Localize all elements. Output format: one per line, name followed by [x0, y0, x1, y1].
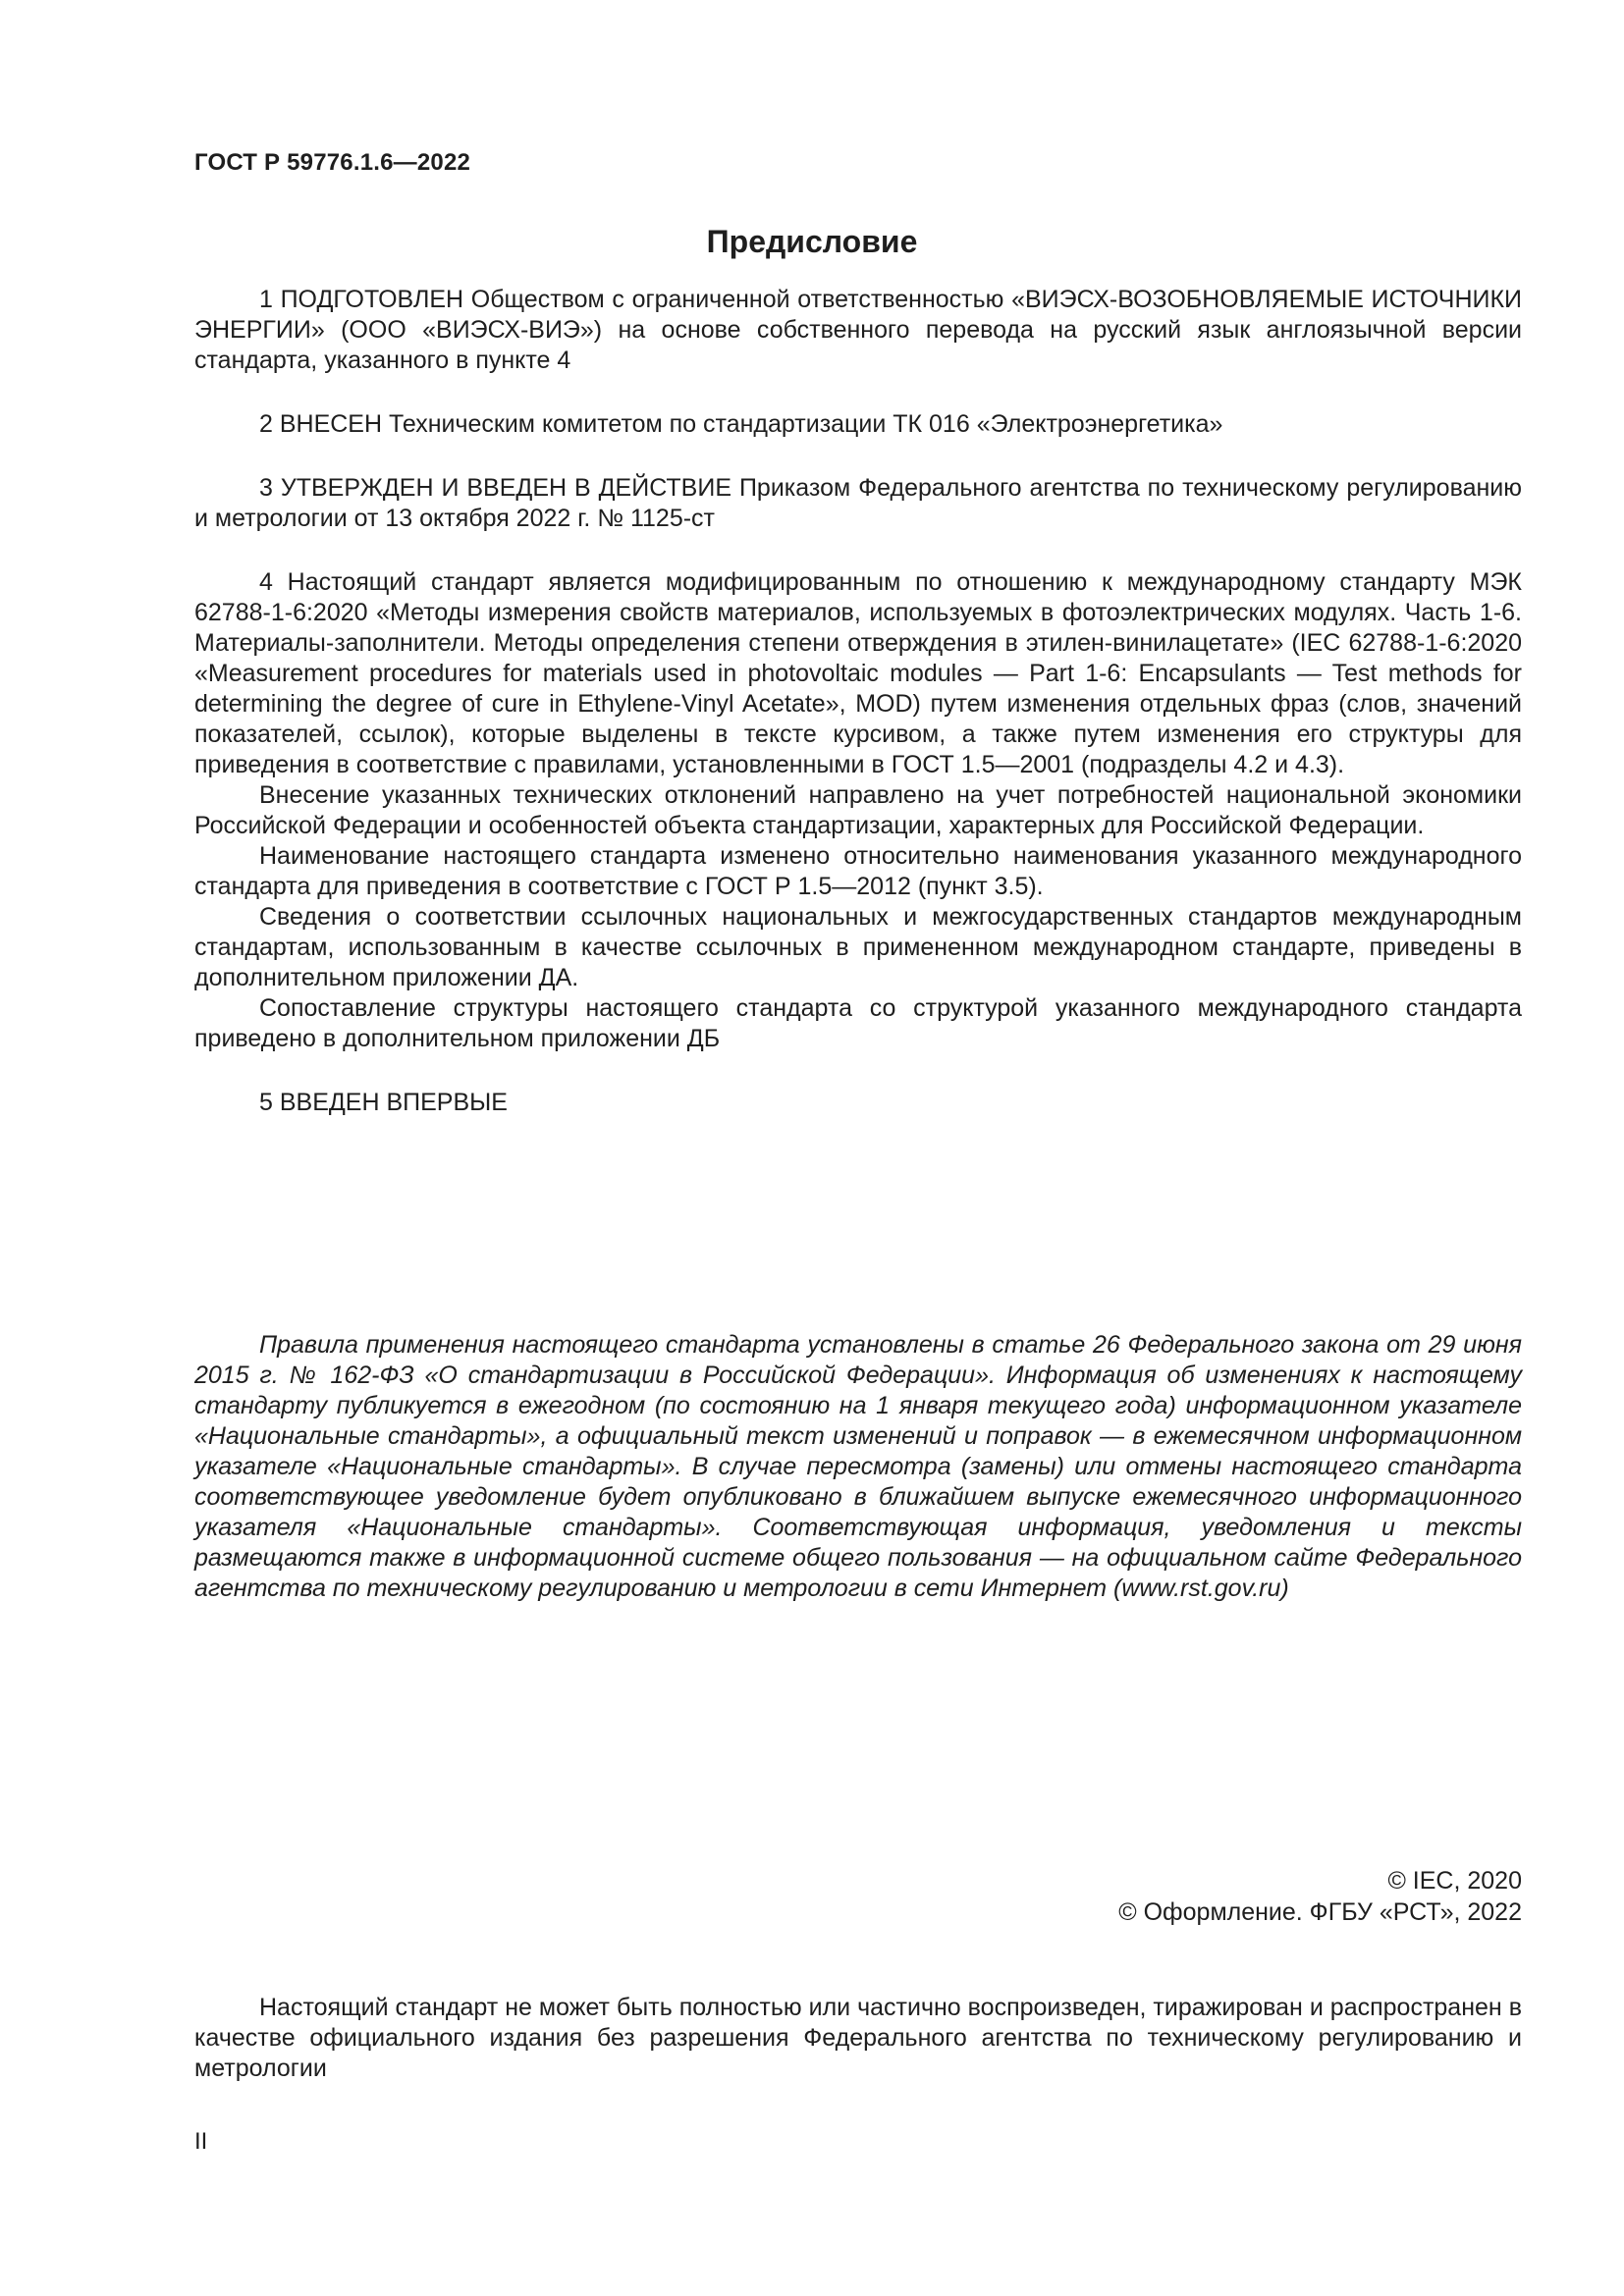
- document-code: ГОСТ Р 59776.1.6—2022: [194, 149, 471, 176]
- paragraph-deviations: Внесение указанных технических отклонений направлено на учет потребностей национальной экономики Российской Федерации и особенностей объекта стандартизации, характерных для Российской Федерации.: [194, 781, 1522, 839]
- paragraph-introduced: 5 ВВЕДЕН ВПЕРВЫЕ: [259, 1089, 508, 1116]
- paragraph-references: Сведения о соответствии ссылочных национальных и межгосударственных стандартов международным стандартам, использованным в качестве ссылочных в примененном международном стандарте, приведены в дополнительном приложении ДА.: [194, 903, 1522, 991]
- paragraph-submitted: 2 ВНЕСЕН Техническим комитетом по стандартизации ТК 016 «Электроэнергетика»: [259, 410, 1223, 438]
- copyright-rst: © Оформление. ФГБУ «РСТ», 2022: [1118, 1898, 1522, 1926]
- reproduction-text: Настоящий стандарт не может быть полностью или частично воспроизведен, тиражирован и распространен в качестве официального издания без разрешения Федерального агентства по техническому регулированию и метрологии: [194, 1994, 1522, 2082]
- application-rules-notice: [194, 1330, 1522, 1604]
- paragraph-modified-standard: 4 Настоящий стандарт является модифицированным по отношению к международному стандарту МЭК 62788-1-6:2020 «Методы измерения свойств материалов, используемых в фотоэлектрических модулях. Часть 1-6. Материалы-заполнители. Методы определения степени отверждения в этилен-винилацетате» (IEC 62788-1-6:2020 «Measurement procedures for materials used in photovoltaic modules — Part 1-6: Encapsulants — Test methods for determining the degree of cure in Ethylene-Vinyl Acetate», MOD) путем изменения отдельных фраз (слов, значений показателей, ссылок), которые выделены в тексте курсивом, а также путем изменения его структуры для приведения в соответствие с правилами, установленными в ГОСТ 1.5—2001 (подразделы 4.2 и 4.3).: [194, 568, 1522, 778]
- paragraph-prepared: 1 ПОДГОТОВЛЕН Обществом с ограниченной ответственностью «ВИЭСХ-ВОЗОБНОВЛЯЕМЫЕ ИСТОЧНИКИ ЭНЕРГИИ» (ООО «ВИЭСХ-ВИЭ») на основе собственного перевода на русский язык англоязычной версии стандарта, указанного в пункте 4: [194, 286, 1522, 374]
- foreword-body: [194, 285, 1522, 1118]
- page-number: II: [194, 2128, 208, 2155]
- paragraph-approved: 3 УТВЕРЖДЕН И ВВЕДЕН В ДЕЙСТВИЕ Приказом Федерального агентства по техническому регулированию и метрологии от 13 октября 2022 г. № 1125-ст: [194, 474, 1522, 532]
- paragraph-structure: Сопоставление структуры настоящего стандарта со структурой указанного международного стандарта приведено в дополнительном приложении ДБ: [194, 994, 1522, 1052]
- reproduction-notice: [194, 1993, 1522, 2084]
- paragraph-name-change: Наименование настоящего стандарта изменено относительно наименования указанного международного стандарта для приведения в соответствие с ГОСТ Р 1.5—2012 (пункт 3.5).: [194, 842, 1522, 900]
- notice-text: Правила применения настоящего стандарта установлены в статье 26 Федерального закона от 29 июня 2015 г. № 162-ФЗ «О стандартизации в Российской Федерации». Информация об изменениях к настоящему стандарту публикуется в ежегодном (по состоянию на 1 января текущего года) информационном указателе «Национальные стандарты», а официальный текст изменений и поправок — в ежемесячном информационном указателе «Национальные стандарты». В случае пересмотра (замены) или отмены настоящего стандарта соответствующее уведомление будет опубликовано в ближайшем выпуске ежемесячного информационного указателя «Национальные стандарты». Соответствующая информация, уведомления и тексты размещаются также в информационной системе общего пользования — на официальном сайте Федерального агентства по техническому регулированию и метрологии в сети Интернет (www.rst.gov.ru): [194, 1331, 1522, 1602]
- page-title: Предисловие: [706, 224, 918, 259]
- copyright-block: [1118, 1865, 1522, 1928]
- copyright-iec: © IEC, 2020: [1387, 1867, 1522, 1895]
